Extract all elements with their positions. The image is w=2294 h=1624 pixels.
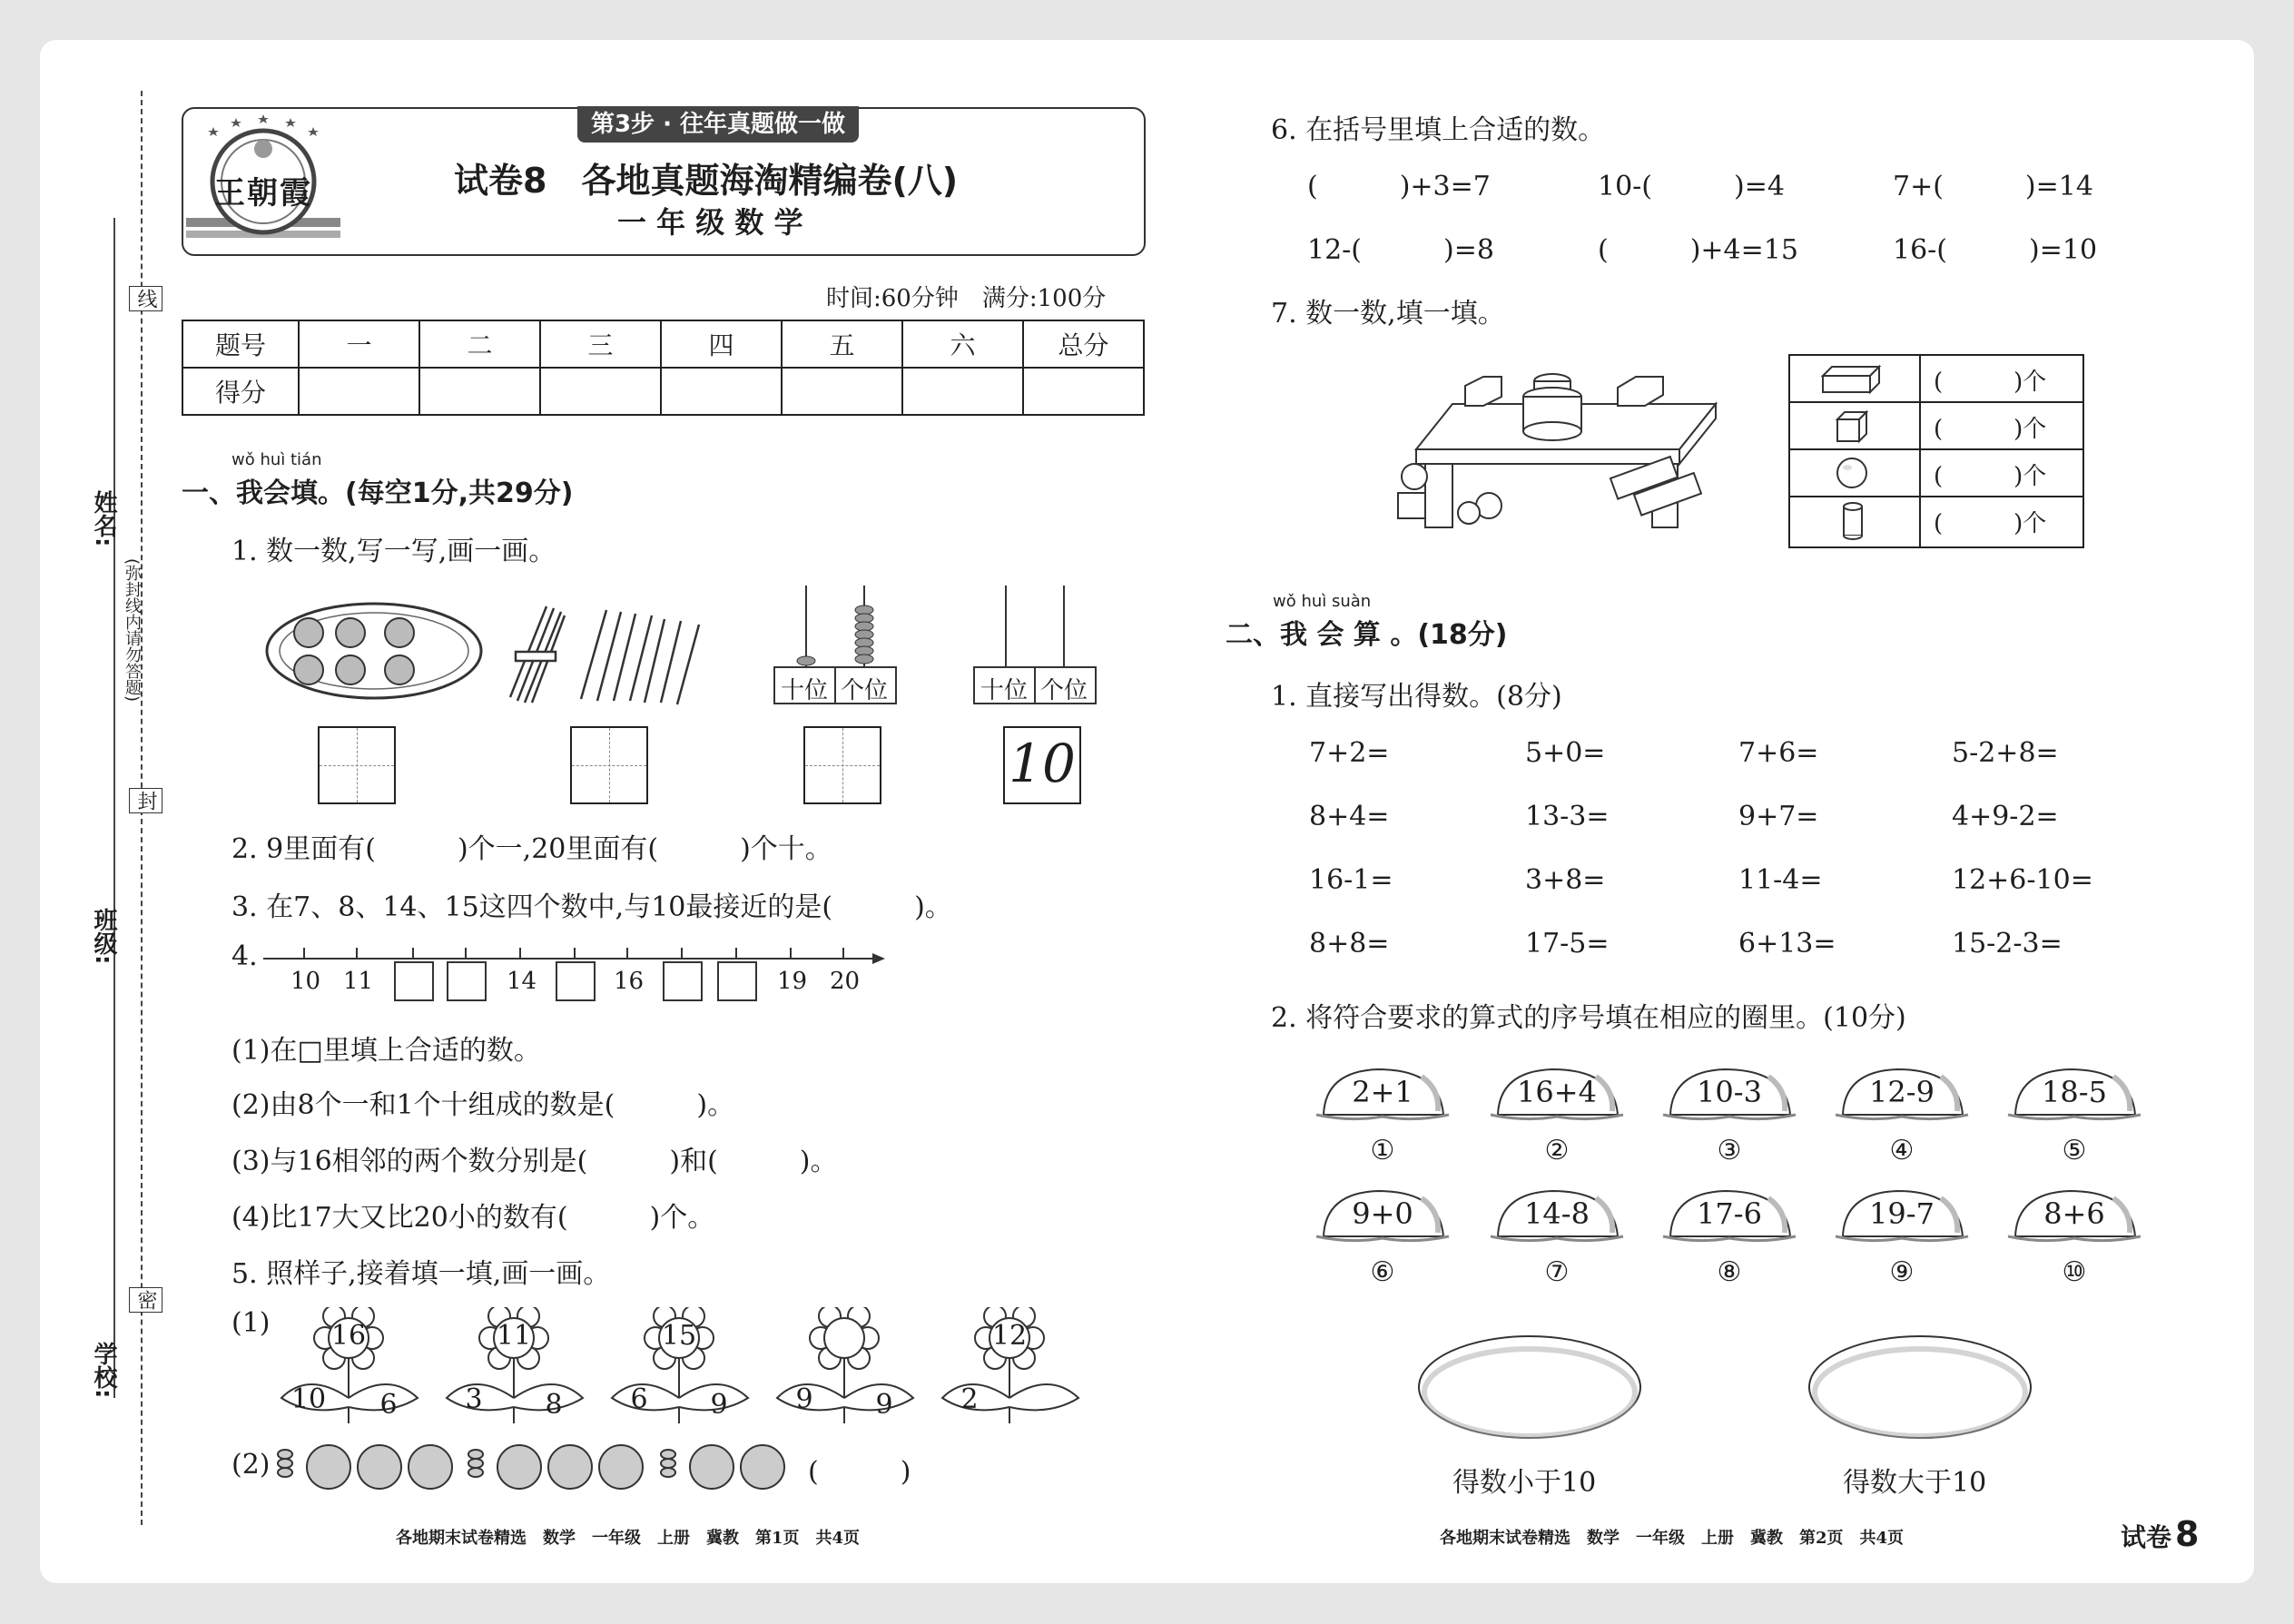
expression-rock — [1661, 1064, 1797, 1124]
score-cell[interactable] — [299, 368, 419, 415]
numberline-label-10: 10 — [290, 968, 321, 995]
q1-text: 1. 数一数,写一写,画一画。 — [231, 536, 556, 567]
abacus-1-tens-label: 十位 — [781, 677, 829, 704]
calc-item[interactable]: 7+2= — [1309, 737, 1390, 769]
expression-rock — [1314, 1186, 1451, 1245]
expression-rock — [2006, 1064, 2142, 1124]
q6-item-3[interactable]: 7+( )=14 — [1893, 171, 2093, 202]
section2-q2-text: 2. 将符合要求的算式的序号填在相应的圈里。(10分) — [1271, 1002, 1906, 1034]
calc-item[interactable]: 8+8= — [1309, 928, 1390, 960]
expression-text: 12-9 — [1869, 1075, 1935, 1109]
section2-q1-text: 1. 直接写出得数。(8分) — [1271, 681, 1562, 713]
score-header-label: 题号 — [182, 320, 299, 368]
numberline-label-16: 16 — [614, 968, 645, 995]
q4-1-text: (1)在□里填上合适的数。 — [231, 1035, 541, 1067]
calc-item[interactable]: 9+7= — [1738, 801, 1819, 832]
section2-pinyin: wǒ huì suàn — [1273, 592, 1372, 611]
count-row-3[interactable]: ( )个 — [1934, 463, 2047, 490]
cube-icon — [1834, 408, 1870, 445]
oval-right-label: 得数大于10 — [1843, 1467, 1987, 1499]
flower-right-leaf-number: 9 — [710, 1389, 728, 1421]
score-row-label: 得分 — [182, 368, 299, 415]
expression-number: ④ — [1889, 1135, 1915, 1166]
count-table-row-line — [1788, 448, 2082, 450]
count-row-2[interactable]: ( )个 — [1934, 416, 2047, 443]
answer-box-1[interactable] — [318, 726, 396, 804]
expression-number: ⑥ — [1370, 1256, 1395, 1288]
flower-1 — [272, 1307, 427, 1425]
paper-tag — [2121, 1514, 2199, 1554]
q4-4-text: (4)比17大又比20小的数有( )个。 — [231, 1202, 715, 1234]
calc-item[interactable]: 11-4= — [1738, 864, 1823, 896]
footer-right: 各地期末试卷精选 数学 一年级 上册 冀教 第2页 共4页 — [1440, 1529, 1905, 1548]
oval-left-label: 得数小于10 — [1452, 1467, 1597, 1499]
plate-of-fruit-image — [263, 599, 486, 704]
calc-item[interactable]: 12+6-10= — [1952, 864, 2093, 896]
q6-item-1[interactable]: ( )+3=7 — [1307, 171, 1491, 202]
score-cell[interactable] — [661, 368, 782, 415]
expression-number: ⑨ — [1889, 1256, 1915, 1288]
calc-item[interactable]: 5+0= — [1525, 737, 1606, 769]
q5-1-label: (1) — [231, 1307, 271, 1339]
expression-number: ③ — [1717, 1135, 1742, 1166]
q6-item-5[interactable]: ( )+4=15 — [1598, 234, 1798, 266]
expression-text: 16+4 — [1517, 1075, 1597, 1109]
sample-answer: 10 — [1009, 733, 1076, 794]
binding-seal-label: 封 — [129, 788, 162, 813]
expression-number: ⑤ — [2062, 1135, 2087, 1166]
calc-item[interactable]: 6+13= — [1738, 928, 1836, 960]
paper-title: 试卷8 各地真题海淘精编卷(八) — [454, 161, 959, 201]
expression-text: 8+6 — [2043, 1196, 2105, 1231]
abacus-1-ones-label: 个位 — [841, 677, 889, 704]
calc-item[interactable]: 7+6= — [1738, 737, 1819, 769]
q6-text: 6. 在括号里填上合适的数。 — [1271, 114, 1606, 146]
name-label: 姓名: — [90, 490, 117, 547]
flower-4 — [768, 1307, 922, 1425]
score-header-4: 四 — [661, 320, 782, 368]
calc-item[interactable]: 15-2-3= — [1952, 928, 2063, 960]
flower-center-number: 16 — [330, 1320, 367, 1352]
expression-number: ① — [1370, 1135, 1395, 1166]
binding-notice: (弥封线内请勿答题) — [123, 558, 142, 703]
score-header-total: 总分 — [1023, 320, 1144, 368]
paper-tag-prefix: 试卷 — [2121, 1522, 2172, 1552]
count-row-4[interactable]: ( )个 — [1934, 510, 2047, 537]
score-cell[interactable] — [419, 368, 540, 415]
expression-number: ⑩ — [2062, 1256, 2087, 1288]
paper-tag-number: 8 — [2175, 1514, 2200, 1554]
calc-item[interactable]: 17-5= — [1525, 928, 1610, 960]
count-row-1[interactable]: ( )个 — [1934, 369, 2047, 396]
solid-shapes-structure-image — [1389, 349, 1734, 545]
flower-left-leaf-number: 2 — [960, 1383, 979, 1415]
logo-text: 王朝霞 — [214, 175, 312, 212]
flower-left-leaf-number: 3 — [465, 1383, 483, 1415]
abacus-2-ones-label: 个位 — [1040, 677, 1088, 704]
answer-box-3[interactable] — [803, 726, 881, 804]
flower-left-leaf-number: 10 — [290, 1383, 327, 1415]
cylinder-icon — [1841, 501, 1865, 541]
sample-answer-box — [1003, 726, 1081, 804]
section2-heading: 二、我 会 算 。(18分) — [1226, 619, 1508, 651]
q3-text: 3. 在7、8、14、15这四个数中,与10最接近的是( )。 — [231, 891, 952, 923]
expression-rock — [1834, 1064, 1970, 1124]
expression-rock — [1834, 1186, 1970, 1245]
numberline-label-14: 14 — [507, 968, 537, 995]
oval-left[interactable] — [1416, 1333, 1643, 1442]
score-header-5: 五 — [782, 320, 902, 368]
section1-pinyin: wǒ huì tián — [231, 450, 322, 469]
expression-text: 9+0 — [1352, 1196, 1413, 1231]
sphere-icon — [1835, 456, 1869, 490]
score-header-3: 三 — [540, 320, 661, 368]
footer-left: 各地期末试卷精选 数学 一年级 上册 冀教 第1页 共4页 — [396, 1529, 861, 1548]
score-header-1: 一 — [299, 320, 419, 368]
expression-rock — [1489, 1186, 1625, 1245]
q5-2-blank[interactable]: ( ) — [808, 1456, 911, 1488]
expression-text: 18-5 — [2042, 1075, 2107, 1109]
calc-item[interactable]: 5-2+8= — [1952, 737, 2059, 769]
abacus-2-tens-label: 十位 — [980, 677, 1029, 704]
time-info: 时间:60分钟 满分:100分 — [826, 285, 1107, 312]
q5-text: 5. 照样子,接着填一填,画一画。 — [231, 1258, 611, 1290]
count-table-row-line — [1788, 496, 2082, 497]
q7-text: 7. 数一数,填一填。 — [1271, 298, 1505, 330]
count-table-divider — [1919, 354, 1921, 546]
flower-center-number: 12 — [991, 1320, 1028, 1352]
expression-rock — [1661, 1186, 1797, 1245]
q6-item-4[interactable]: 12-( )=8 — [1307, 234, 1494, 266]
fruit-bead-pattern-image — [272, 1438, 799, 1492]
expression-text: 17-6 — [1697, 1196, 1762, 1231]
q6-item-2[interactable]: 10-( )=4 — [1598, 171, 1785, 202]
score-header-2: 二 — [419, 320, 540, 368]
q4-2-text: (2)由8个一和1个十组成的数是( )。 — [231, 1089, 735, 1121]
binding-seal2-label: 密 — [129, 1287, 162, 1313]
expression-number: ⑧ — [1717, 1256, 1742, 1288]
binding-solid-line — [113, 218, 115, 1398]
flower-center-number: 15 — [661, 1320, 697, 1352]
expression-number: ⑦ — [1544, 1256, 1570, 1288]
expression-text: 14-8 — [1524, 1196, 1590, 1231]
step-banner: 第3步 · 往年真题做一做 — [577, 106, 859, 143]
numberline-label-11: 11 — [343, 968, 374, 995]
class-label: 班级: — [90, 908, 117, 965]
paper-subtitle: 一 年 级 数 学 — [617, 205, 803, 240]
expression-rock — [1489, 1064, 1625, 1124]
section1-heading: 一、我会填。(每空1分,共29分) — [182, 477, 574, 509]
q6-item-6[interactable]: 16-( )=10 — [1893, 234, 2098, 266]
sticks-bundle-image — [499, 599, 717, 713]
calc-item[interactable]: 8+4= — [1309, 801, 1390, 832]
numberline-label-19: 19 — [777, 968, 808, 995]
flower-left-leaf-number: 6 — [630, 1383, 648, 1415]
oval-right[interactable] — [1807, 1333, 2033, 1442]
school-label: 学校: — [90, 1342, 117, 1399]
flower-3 — [603, 1307, 757, 1425]
binding-line-label: 线 — [129, 286, 162, 311]
expression-rock — [1314, 1064, 1451, 1124]
expression-text: 10-3 — [1697, 1075, 1762, 1109]
count-table-row-line — [1788, 401, 2082, 403]
calc-item[interactable]: 16-1= — [1309, 864, 1393, 896]
cuboid-icon — [1819, 363, 1883, 396]
numberline-label-20: 20 — [830, 968, 861, 995]
flower-right-leaf-number: 8 — [545, 1389, 563, 1421]
q4-label: 4. — [231, 940, 258, 972]
calc-item[interactable]: 4+9-2= — [1952, 801, 2059, 832]
flower-center-number: 11 — [496, 1320, 532, 1352]
flower-right-leaf-number: 9 — [875, 1389, 893, 1421]
q5-2-label: (2) — [231, 1449, 271, 1481]
calc-item[interactable]: 13-3= — [1525, 801, 1610, 832]
score-header-6: 六 — [902, 320, 1023, 368]
score-cell[interactable] — [902, 368, 1023, 415]
expression-rock — [2006, 1186, 2142, 1245]
q2-text: 2. 9里面有( )个一,20里面有( )个十。 — [231, 833, 832, 865]
score-cell[interactable] — [1023, 368, 1144, 415]
flower-5 — [933, 1307, 1088, 1425]
flower-left-leaf-number: 9 — [795, 1383, 813, 1415]
expression-number: ② — [1544, 1135, 1570, 1166]
score-cell[interactable] — [782, 368, 902, 415]
answer-box-2[interactable] — [570, 726, 648, 804]
score-cell[interactable] — [540, 368, 661, 415]
calc-item[interactable]: 3+8= — [1525, 864, 1606, 896]
flower-2 — [438, 1307, 592, 1425]
flower-right-leaf-number: 6 — [379, 1389, 398, 1421]
expression-text: 2+1 — [1352, 1075, 1413, 1109]
q4-3-text: (3)与16相邻的两个数分别是( )和( )。 — [231, 1146, 838, 1177]
expression-text: 19-7 — [1869, 1196, 1935, 1231]
score-table — [182, 320, 1145, 416]
